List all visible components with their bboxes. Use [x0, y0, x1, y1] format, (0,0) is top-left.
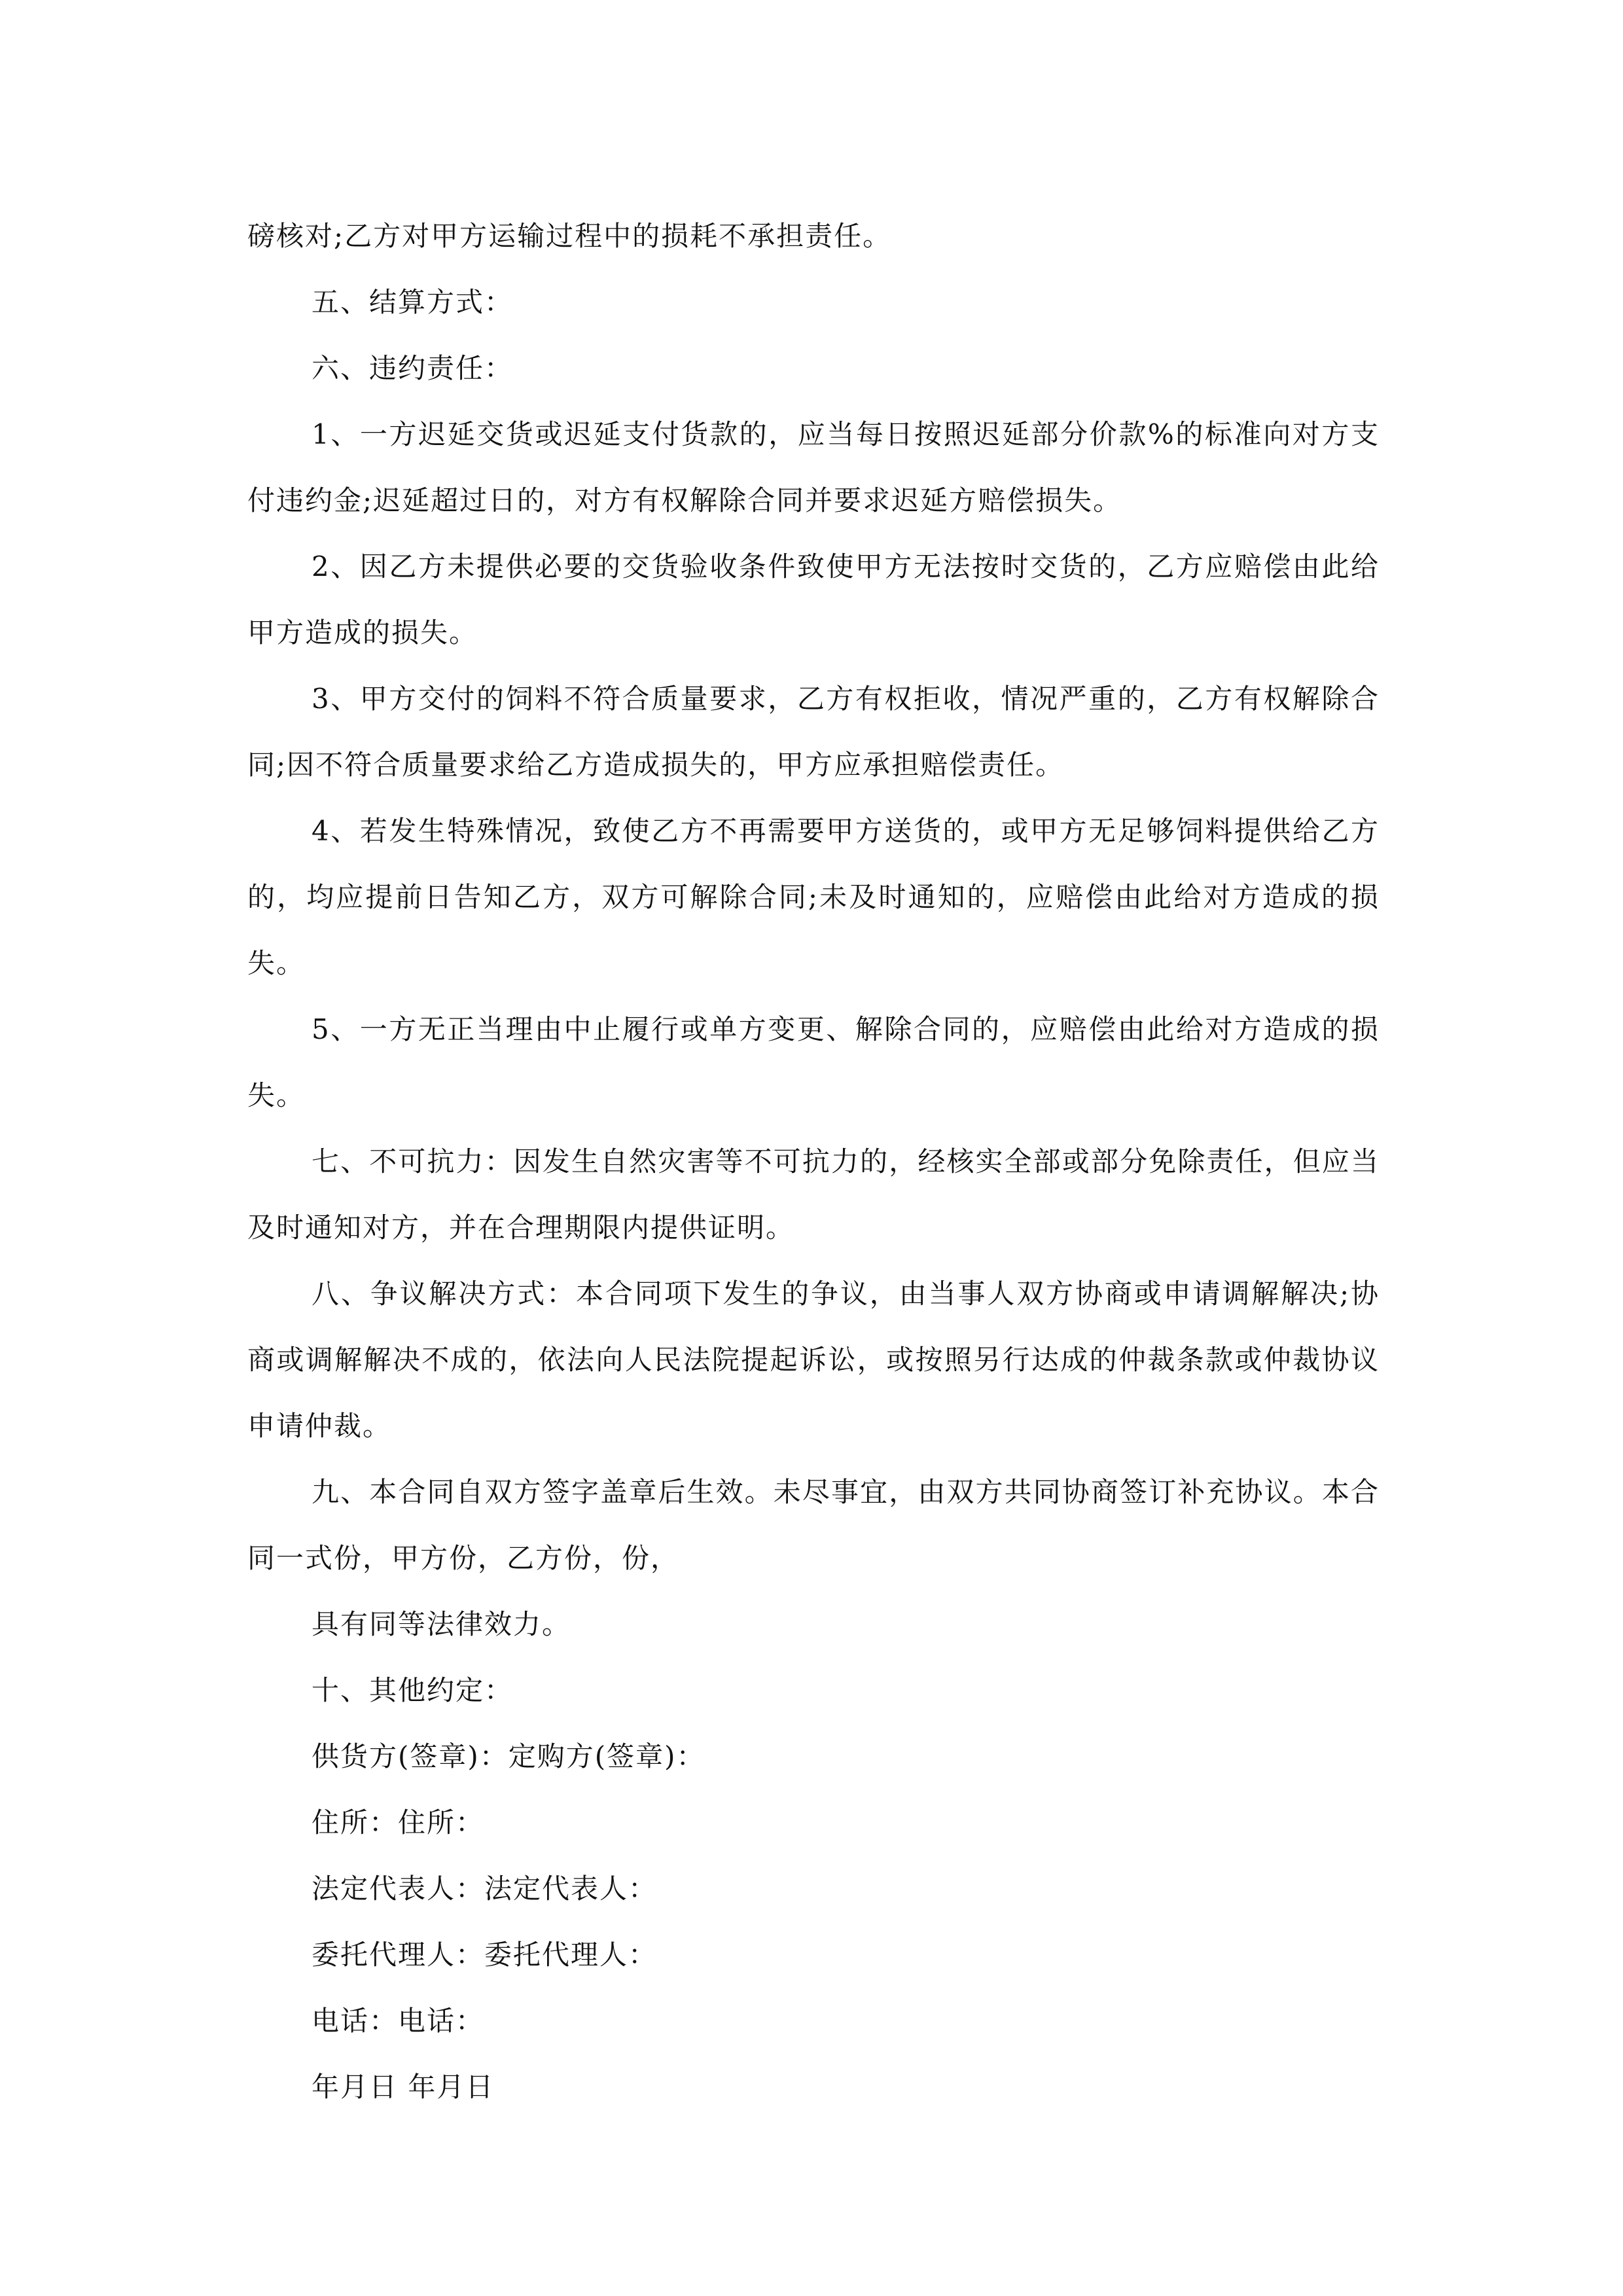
legal-effect-line: 具有同等法律效力。 — [312, 1608, 571, 1640]
clause-6-1: 1、一方迟延交货或迟延支付货款的，应当每日按照迟延部分价款%的标准向对方支付违约金;迟延超过日的，对方有权解除合同并要求迟延方赔偿损失。 — [247, 418, 1380, 516]
authorized-agent-line: 委托代理人：委托代理人： — [312, 1939, 658, 1971]
signatory-line: 供货方(签章)：定购方(签章)： — [312, 1740, 705, 1772]
clause-6-2: 2、因乙方未提供必要的交货验收条件致使甲方无法按时交货的，乙方应赔偿由此给甲方造成的损失。 — [247, 550, 1380, 649]
document-page — [247, 203, 1380, 2120]
legal-representative-line: 法定代表人：法定代表人： — [312, 1873, 658, 1905]
section-5-heading: 五、结算方式： — [312, 286, 514, 318]
date-line: 年月日 年月日 — [312, 2071, 495, 2103]
clause-6-5: 5、一方无正当理由中止履行或单方变更、解除合同的，应赔偿由此给对方造成的损失。 — [247, 1013, 1380, 1111]
section-7-force-majeure: 七、不可抗力：因发生自然灾害等不可抗力的，经核实全部或部分免除责任，但应当及时通知对方，并在合理期限内提供证明。 — [247, 1145, 1380, 1244]
address-line: 住所：住所： — [312, 1806, 485, 1839]
paragraph-continuation: 磅核对;乙方对甲方运输过程中的损耗不承担责任。 — [247, 220, 892, 252]
clause-6-4: 4、若发生特殊情况，致使乙方不再需要甲方送货的，或甲方无足够饲料提供给乙方的，均应提前日告知乙方，双方可解除合同;未及时通知的，应赔偿由此给对方造成的损失。 — [247, 815, 1380, 979]
section-10-heading: 十、其他约定： — [312, 1674, 514, 1706]
clause-6-3: 3、甲方交付的饲料不符合质量要求，乙方有权拒收，情况严重的，乙方有权解除合同;因不符合质量要求给乙方造成损失的，甲方应承担赔偿责任。 — [247, 683, 1380, 781]
phone-line: 电话：电话： — [312, 2005, 485, 2037]
section-9-effectiveness: 九、本合同自双方签字盖章后生效。未尽事宜，由双方共同协商签订补充协议。本合同一式份，甲方份，乙方份，份， — [247, 1476, 1380, 1574]
section-6-heading: 六、违约责任： — [312, 352, 514, 384]
section-8-dispute-resolution: 八、争议解决方式：本合同项下发生的争议，由当事人双方协商或申请调解解决;协商或调解解决不成的，依法向人民法院提起诉讼，或按照另行达成的仲裁条款或仲裁协议申请仲裁。 — [247, 1278, 1380, 1442]
